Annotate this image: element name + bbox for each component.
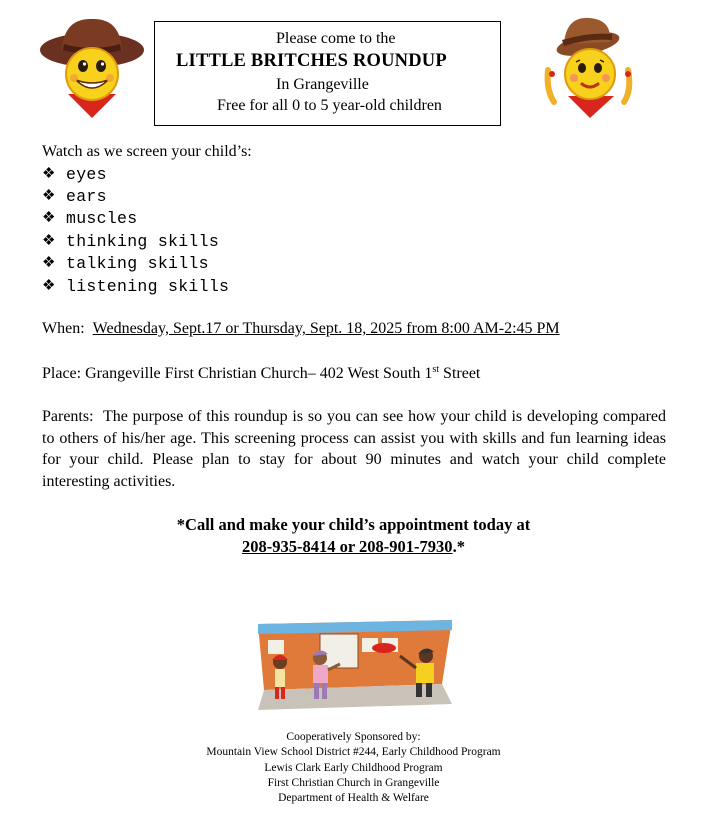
screening-intro: Watch as we screen your child’s: <box>42 143 252 160</box>
list-item-text: listening skills <box>66 276 230 296</box>
when-date: Wednesday, Sept.17 or Thursday, Sept. 18, 2025 from 8:00 AM-2:45 PM <box>92 320 560 337</box>
diamond-bullet-icon: ❖ <box>42 277 56 294</box>
call-to-action <box>0 514 707 558</box>
list-item-text: eyes <box>66 164 107 184</box>
diamond-bullet-icon: ❖ <box>42 255 56 272</box>
sponsor-item: Department of Health & Welfare <box>278 792 429 805</box>
list-item-text: ears <box>66 187 107 207</box>
list-item <box>42 253 229 275</box>
list-item <box>42 208 229 230</box>
cta-end: .* <box>452 537 465 556</box>
diamond-bullet-icon: ❖ <box>42 165 56 182</box>
header-line-invite: Please come to the <box>276 30 396 47</box>
diamond-bullet-icon: ❖ <box>42 232 56 249</box>
list-item-text: muscles <box>66 209 138 229</box>
diamond-bullet-icon: ❖ <box>42 188 56 205</box>
list-item <box>42 230 229 252</box>
when-label: When: <box>42 320 85 337</box>
phone-numbers: 208-935-8414 or 208-901-7930 <box>242 537 453 556</box>
cowboy-emoji-icon <box>38 14 146 120</box>
place-superscript: st <box>432 364 440 375</box>
sponsors-block <box>0 730 707 806</box>
header-line-eligibility: Free for all 0 to 5 year-old children <box>217 97 442 114</box>
screening-list <box>42 163 229 297</box>
parents-label: Parents: <box>42 408 94 425</box>
kids-playing-illustration <box>258 620 452 710</box>
sponsor-item: First Christian Church in Grangeville <box>267 776 440 789</box>
parents-text: The purpose of this roundup is so you can see how your child is developing compared to others of his/her age. This screening process can assist you with skills and fun learning ideas for your child. Please plan to stay for about 90 minutes and watch your child complete interesting activities. <box>42 408 666 490</box>
event-place <box>42 364 480 383</box>
list-item <box>42 185 229 207</box>
place-label: Place: <box>42 365 82 382</box>
place-address: Grangeville First Christian Church– 402 West South 1 <box>85 365 433 382</box>
sponsor-item: Lewis Clark Early Childhood Program <box>264 761 443 774</box>
header-box <box>154 21 501 126</box>
list-item-text: talking skills <box>66 254 209 274</box>
parents-paragraph <box>42 406 666 492</box>
event-title: LITTLE BRITCHES ROUNDUP <box>176 51 447 71</box>
sponsors-title: Cooperatively Sponsored by: <box>286 731 421 743</box>
header-line-location: In Grangeville <box>276 76 369 93</box>
place-suffix: Street <box>439 365 481 382</box>
list-item <box>42 163 229 185</box>
sponsor-item: Mountain View School District #244, Early Childhood Program <box>206 746 501 759</box>
diamond-bullet-icon: ❖ <box>42 210 56 227</box>
list-item <box>42 275 229 297</box>
cowgirl-emoji-icon <box>540 10 640 120</box>
cta-line: *Call and make your child’s appointment today at <box>176 515 531 534</box>
list-item-text: thinking skills <box>66 231 220 251</box>
event-when <box>42 320 560 338</box>
